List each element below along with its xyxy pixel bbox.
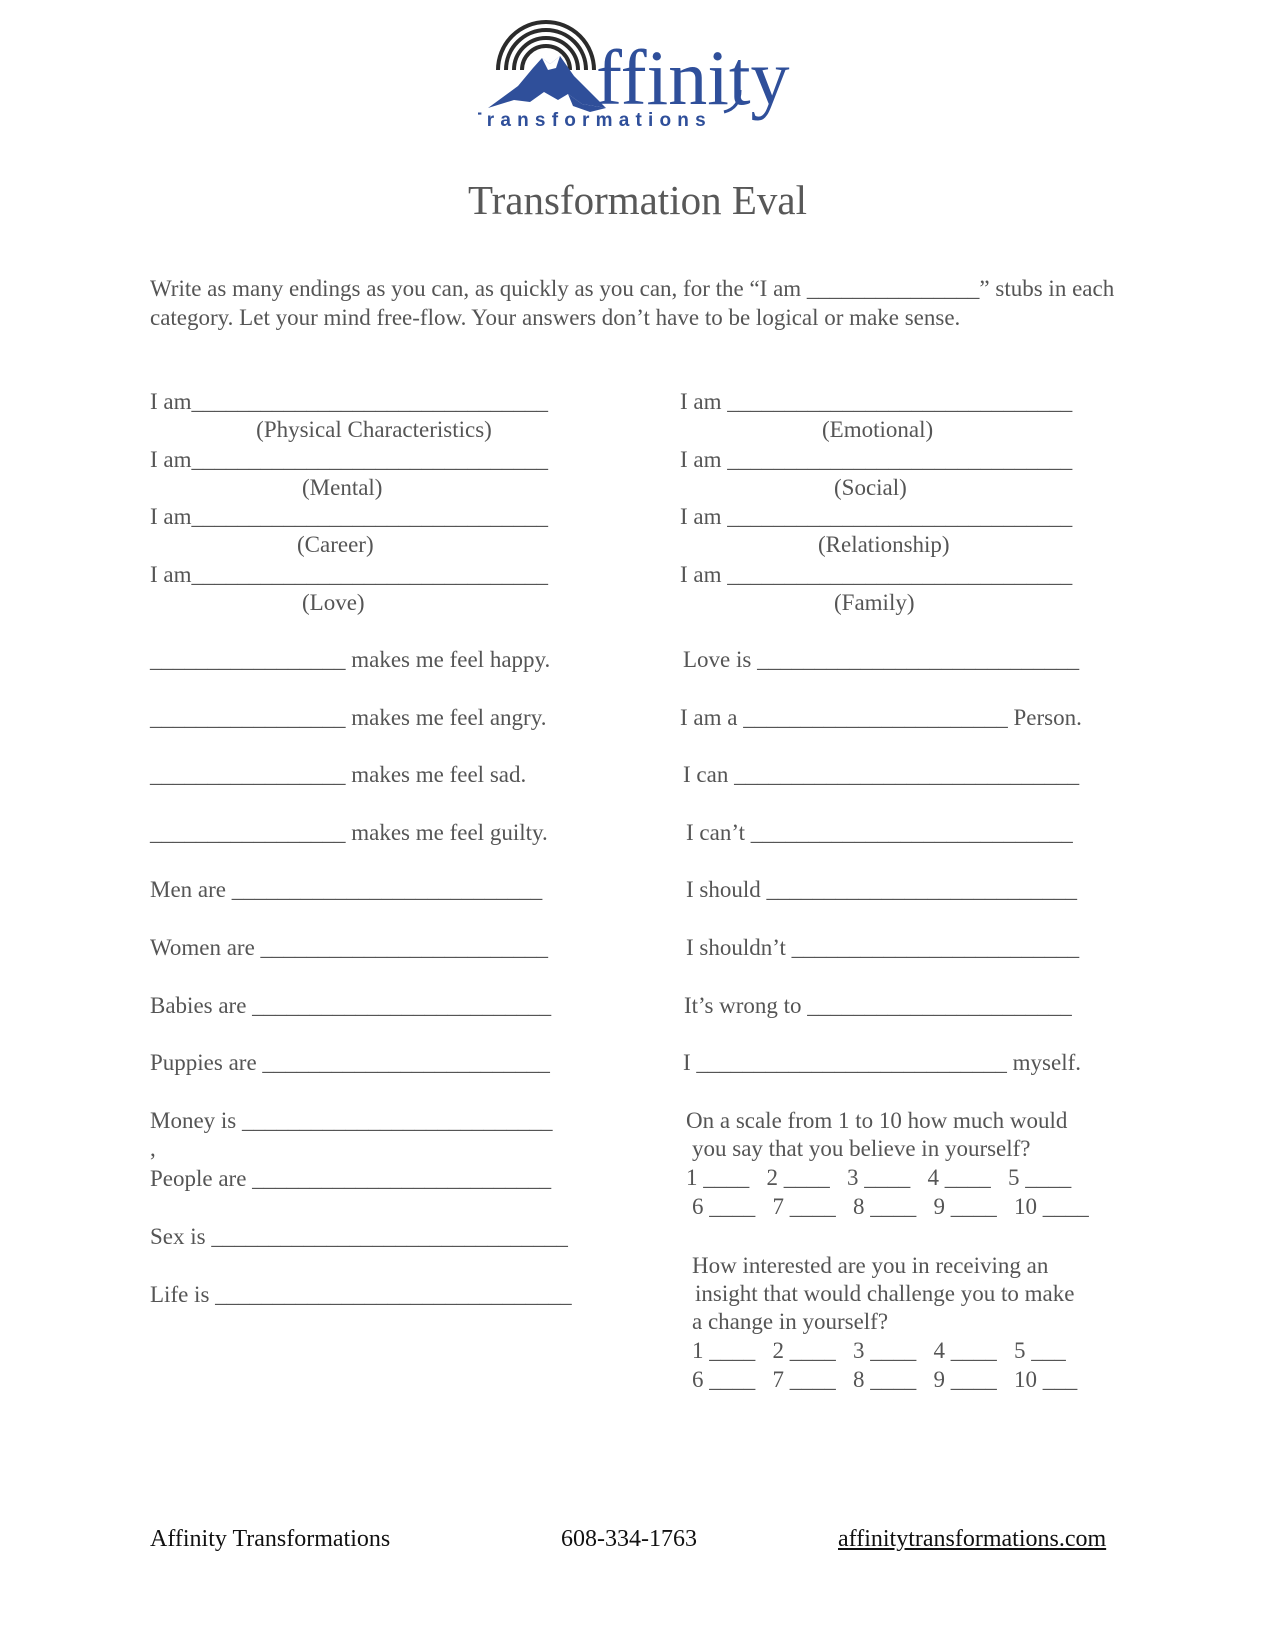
happy-field[interactable]: _________________ makes me feel happy. (150, 647, 551, 672)
category-emotional-label: (Emotional) (822, 417, 934, 442)
mountain-sun-logo-icon (478, 8, 804, 142)
i-am-family-field[interactable]: I am ______________________________ (680, 562, 1073, 587)
logo-tagline: Transformations (478, 110, 712, 131)
belief-question-line-1: On a scale from 1 to 10 how much would (686, 1108, 1068, 1133)
i-shouldnt-field[interactable]: I shouldn’t _________________________ (686, 935, 1080, 960)
i-cant-field[interactable]: I can’t ____________________________ (686, 820, 1073, 845)
category-career-label: (Career) (297, 532, 374, 557)
insight-question-line-1: How interested are you in receiving an (692, 1253, 1049, 1278)
stray-comma: , (150, 1136, 156, 1161)
footer-website-link[interactable]: affinitytransformations.com (838, 1526, 1107, 1552)
belief-question-line-2: you say that you believe in yourself? (692, 1136, 1031, 1161)
i-am-love-field[interactable]: I am_______________________________ (150, 562, 549, 587)
money-is-field[interactable]: Money is ___________________________ (150, 1108, 553, 1133)
sad-field[interactable]: _________________ makes me feel sad. (150, 762, 527, 787)
affinity-logo (478, 8, 804, 142)
belief-scale-row-1[interactable]: 1 ____ 2 ____ 3 ____ 4 ____ 5 ____ (686, 1165, 1072, 1190)
i-am-social-field[interactable]: I am ______________________________ (680, 447, 1073, 472)
category-relationship-label: (Relationship) (818, 532, 950, 557)
guilty-field[interactable]: _________________ makes me feel guilty. (150, 820, 548, 845)
category-social-label: (Social) (834, 475, 907, 500)
category-physical-label: (Physical Characteristics) (256, 417, 492, 442)
life-is-field[interactable]: Life is _______________________________ (150, 1282, 572, 1307)
instructions-paragraph: Write as many endings as you can, as quickly as you can, for the “I am _______________” stubs in each category. Let your mind free-flow. Your answers don’t have to be logical or make sense. (150, 276, 1115, 330)
footer-phone: 608-334-1763 (561, 1526, 697, 1552)
insight-scale-row-1[interactable]: 1 ____ 2 ____ 3 ____ 4 ____ 5 ___ (692, 1338, 1066, 1363)
its-wrong-to-field[interactable]: It’s wrong to _______________________ (684, 993, 1072, 1018)
i-myself-field[interactable]: I ___________________________ myself. (683, 1050, 1082, 1075)
puppies-are-field[interactable]: Puppies are _________________________ (150, 1050, 550, 1075)
i-am-relationship-field[interactable]: I am ______________________________ (680, 504, 1073, 529)
sex-is-field[interactable]: Sex is _______________________________ (150, 1224, 568, 1249)
insight-question-line-2: insight that would challenge you to make (695, 1281, 1075, 1306)
logo-wordmark: ffinity (596, 34, 790, 121)
insight-scale-row-2[interactable]: 6 ____ 7 ____ 8 ____ 9 ____ 10 ___ (692, 1367, 1078, 1392)
babies-are-field[interactable]: Babies are __________________________ (150, 993, 552, 1018)
angry-field[interactable]: _________________ makes me feel angry. (150, 705, 547, 730)
belief-scale-row-2[interactable]: 6 ____ 7 ____ 8 ____ 9 ____ 10 ____ (692, 1194, 1089, 1219)
men-are-field[interactable]: Men are ___________________________ (150, 877, 543, 902)
people-are-field[interactable]: People are __________________________ (150, 1166, 552, 1191)
i-am-physical-field[interactable]: I am_______________________________ (150, 389, 549, 414)
love-is-field[interactable]: Love is ____________________________ (683, 647, 1080, 672)
i-am-emotional-field[interactable]: I am ______________________________ (680, 389, 1073, 414)
i-should-field[interactable]: I should ___________________________ (686, 877, 1077, 902)
insight-question-line-3: a change in yourself? (692, 1309, 889, 1334)
footer-company: Affinity Transformations (150, 1526, 391, 1552)
category-love-label: (Love) (302, 590, 365, 615)
women-are-field[interactable]: Women are _________________________ (150, 935, 549, 960)
page-title: Transformation Eval (468, 177, 807, 223)
i-am-a-person-field[interactable]: I am a _______________________ Person. (680, 705, 1082, 730)
i-am-career-field[interactable]: I am_______________________________ (150, 504, 549, 529)
i-am-mental-field[interactable]: I am_______________________________ (150, 447, 549, 472)
i-can-field[interactable]: I can ______________________________ (683, 762, 1080, 787)
category-family-label: (Family) (834, 590, 915, 615)
category-mental-label: (Mental) (302, 475, 383, 500)
